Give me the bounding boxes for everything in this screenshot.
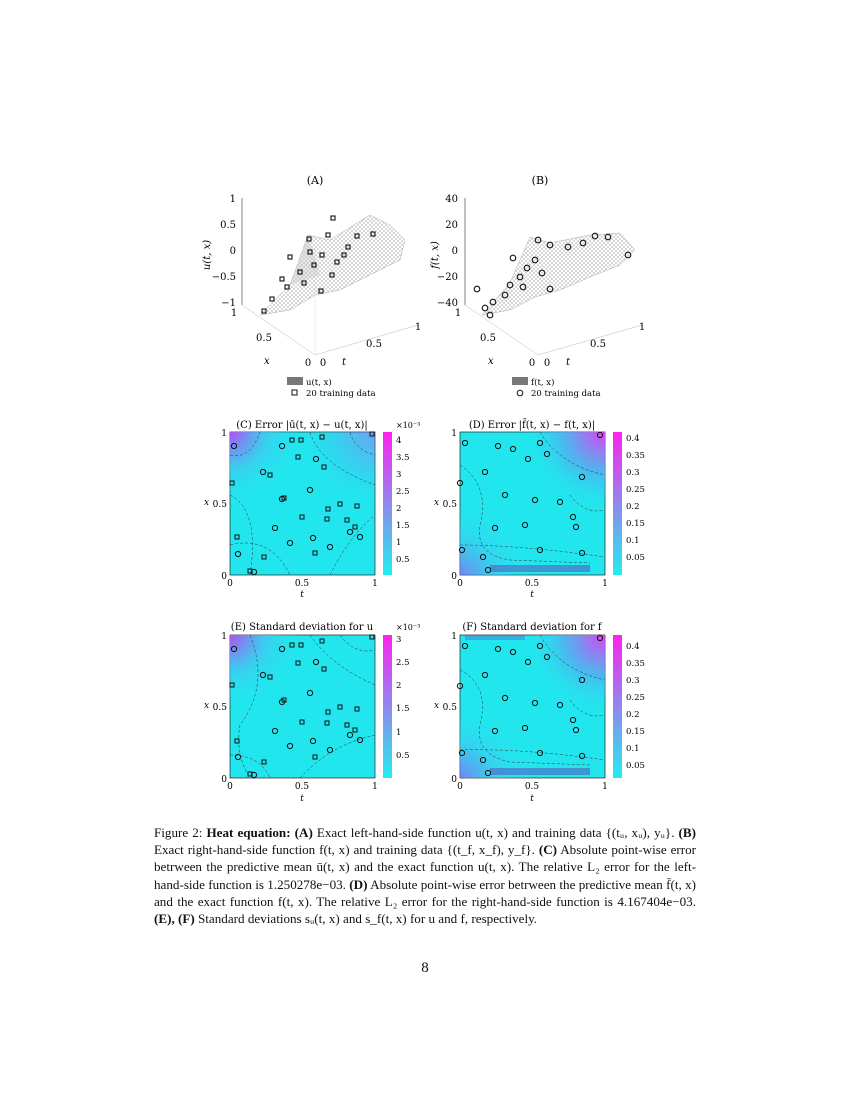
panel-b-x-ticks [455,308,535,369]
caption-c-tag: (C) [538,842,558,858]
panel-f-x-ticks [457,782,608,792]
svg-text:1: 1 [396,538,402,548]
svg-text:0: 0 [543,358,551,369]
svg-text:0: 0 [451,775,457,785]
svg-text:1: 1 [229,194,236,205]
panel-d-x-ticks [457,579,608,589]
caption-a-tag: (A) [294,825,313,840]
svg-text:−40: −40 [436,298,458,309]
svg-text:0.5: 0.5 [396,751,410,761]
svg-text:0.5: 0.5 [442,500,457,510]
svg-text:2.5: 2.5 [396,487,410,497]
svg-text:0: 0 [319,358,327,369]
panel-d-title: (D) Error |f̄(t, x) − f(t, x)| [468,420,596,431]
svg-text:1: 1 [638,322,646,333]
panel-a-z-ticks [212,194,236,309]
panel-d-ylabel: x [434,498,440,508]
svg-text:0.25: 0.25 [626,485,645,495]
figure-caption [154,824,696,927]
svg-text:0: 0 [457,579,463,589]
panel-b-legend-surface [512,377,528,385]
panel-f-title: (F) Standard deviation for f [462,622,602,633]
panel-e-exponent: ×10⁻³ [396,623,421,632]
svg-text:1: 1 [602,579,608,589]
panel-e-colorbar-ticks [396,635,410,761]
svg-text:−0.5: −0.5 [211,272,236,283]
panel-c-colorbar-ticks [396,436,410,565]
svg-text:1: 1 [372,579,378,589]
svg-text:0.5: 0.5 [256,333,272,344]
panel-a-zlabel: u(t, x) [202,239,213,271]
svg-text:2: 2 [396,681,402,691]
panel-d-colorbar-ticks [626,434,645,563]
svg-text:1: 1 [414,322,422,333]
svg-text:0: 0 [227,782,233,792]
svg-text:3.5: 3.5 [396,453,410,463]
svg-text:0: 0 [221,775,227,785]
figure-svg [190,165,660,815]
svg-text:0: 0 [304,358,312,369]
panel-b-title: (B) [531,174,549,187]
caption-d-text: Absolute point-wise error betrween the predictive mean f̄(t, x) and the exact function f(t, x). The relative L₂ error for the right-hand-side function is 4.167404e−03. [154,876,696,909]
panel-f [434,622,645,804]
panel-c-y-ticks [213,429,228,582]
svg-text:0.5: 0.5 [220,220,236,231]
svg-text:1: 1 [451,429,457,439]
panel-c-colorbar [383,432,392,575]
svg-text:20: 20 [445,220,458,231]
svg-text:40: 40 [445,194,458,205]
panel-b-xlabel: x [488,356,494,367]
panel-a-legend-marker [292,390,297,395]
panel-e-xlabel: t [300,794,304,804]
svg-text:0.15: 0.15 [626,519,645,529]
panel-f-colorbar-ticks [626,642,645,771]
panel-d-xlabel: t [530,590,534,600]
svg-text:0: 0 [229,246,236,257]
caption-ef-tag: (E), (F) [154,911,195,927]
svg-text:1: 1 [372,782,378,792]
svg-text:2: 2 [396,504,402,514]
svg-text:0: 0 [221,572,227,582]
svg-text:3: 3 [396,635,402,645]
panel-b [430,174,645,399]
panel-b-tlabel: t [566,357,571,368]
svg-text:0.4: 0.4 [626,642,640,652]
caption-b-text: Exact right-hand-side function f(t, x) and training data {(t_f, x_f), y_f}. [154,842,535,858]
panel-f-colorbar [613,635,622,778]
svg-text:1: 1 [230,308,238,319]
svg-text:0.25: 0.25 [626,693,645,703]
svg-text:0.05: 0.05 [626,761,645,771]
caption-d-tag: (D) [349,876,368,892]
page-number: 8 [421,960,429,976]
panel-e-ylabel: x [204,701,210,711]
svg-text:1.5: 1.5 [396,521,410,531]
panel-a [202,174,421,399]
svg-text:0.2: 0.2 [626,502,640,512]
svg-text:0.5: 0.5 [480,333,496,344]
svg-text:0: 0 [451,246,458,257]
panel-e [204,622,420,804]
svg-text:0.05: 0.05 [626,553,645,563]
panel-a-legend-surface [287,377,303,385]
svg-text:0.3: 0.3 [626,676,640,686]
svg-text:20 training data: 20 training data [306,389,376,399]
svg-text:0.15: 0.15 [626,727,645,737]
caption-ef-text: Standard deviations sᵤ(t, x) and s_f(t, x) for u and f, respectively. [198,911,538,927]
svg-text:u(t, x): u(t, x) [306,378,332,388]
panel-a-title: (A) [306,174,324,187]
svg-text:0: 0 [457,782,463,792]
svg-text:0.5: 0.5 [294,782,310,792]
svg-text:0.1: 0.1 [626,536,640,546]
svg-text:1: 1 [454,308,462,319]
panel-e-title: (E) Standard deviation for u [230,622,374,633]
figure [190,165,660,815]
panel-d-y-ticks [443,429,458,582]
panel-e-colorbar [383,635,392,778]
panel-d-colorbar [613,432,622,575]
panel-e-y-ticks [213,632,228,785]
svg-text:0.1: 0.1 [626,744,640,754]
panel-f-xlabel: t [530,794,534,804]
svg-text:0.3: 0.3 [626,468,640,478]
svg-text:20 training data: 20 training data [531,389,601,399]
svg-text:0.35: 0.35 [626,451,645,461]
svg-text:4: 4 [396,436,402,446]
panel-d [434,419,645,600]
svg-text:0.5: 0.5 [590,339,606,350]
svg-text:0.5: 0.5 [212,703,227,713]
panel-a-tlabel: t [342,357,347,368]
panel-f-ylabel: x [434,701,440,711]
svg-text:1: 1 [451,632,457,642]
caption-title: Heat equation: [206,825,291,840]
svg-text:1: 1 [221,429,227,439]
panel-c-xlabel: t [300,590,304,600]
svg-text:0.5: 0.5 [212,500,227,510]
panel-c-ylabel: x [204,498,210,508]
svg-text:1: 1 [602,782,608,792]
svg-text:0.35: 0.35 [626,659,645,669]
panel-b-zlabel: f(t, x) [430,241,441,269]
svg-text:0.2: 0.2 [626,710,640,720]
panel-c-title: (C) Error |ū(t, x) − u(t, x)| [236,420,368,431]
svg-text:0: 0 [451,572,457,582]
svg-text:−1: −1 [221,298,236,309]
svg-text:1.5: 1.5 [396,704,410,714]
svg-text:1: 1 [221,632,227,642]
svg-text:0.5: 0.5 [524,579,540,589]
panel-c-exponent: ×10⁻³ [396,421,421,430]
svg-text:−20: −20 [436,272,458,283]
panel-e-x-ticks [227,782,378,792]
panel-a-t-ticks [320,322,421,369]
panel-f-y-ticks [443,632,458,785]
svg-text:0: 0 [528,358,536,369]
svg-text:f(t, x): f(t, x) [531,378,555,388]
caption-b-tag: (B) [678,825,696,840]
svg-text:0.5: 0.5 [442,703,457,713]
panel-c-x-ticks [227,579,378,589]
panel-a-x-ticks [231,308,311,369]
caption-label: Figure 2: [154,825,203,840]
svg-text:0.4: 0.4 [626,434,640,444]
panel-a-xlabel: x [264,356,270,367]
svg-text:0.5: 0.5 [294,579,310,589]
panel-c [204,420,420,600]
svg-text:0.5: 0.5 [396,555,410,565]
caption-a-text: Exact left-hand-side function u(t, x) and training data {(tᵤ, xᵤ), yᵤ}. [316,825,675,840]
svg-text:0: 0 [227,579,233,589]
panel-b-t-ticks [544,322,645,369]
caption-c-text: Absolute point-wise error betrween the predictive mean ū(t, x) and the exact function u(t, x). The relative L₂ error for the left-hand-side function is 1.250278e−03. [154,842,697,892]
panel-b-legend-marker [517,390,523,396]
svg-text:0.5: 0.5 [366,339,382,350]
svg-text:1: 1 [396,728,402,738]
svg-text:0.5: 0.5 [524,782,540,792]
svg-text:2.5: 2.5 [396,658,410,668]
svg-text:3: 3 [396,470,402,480]
